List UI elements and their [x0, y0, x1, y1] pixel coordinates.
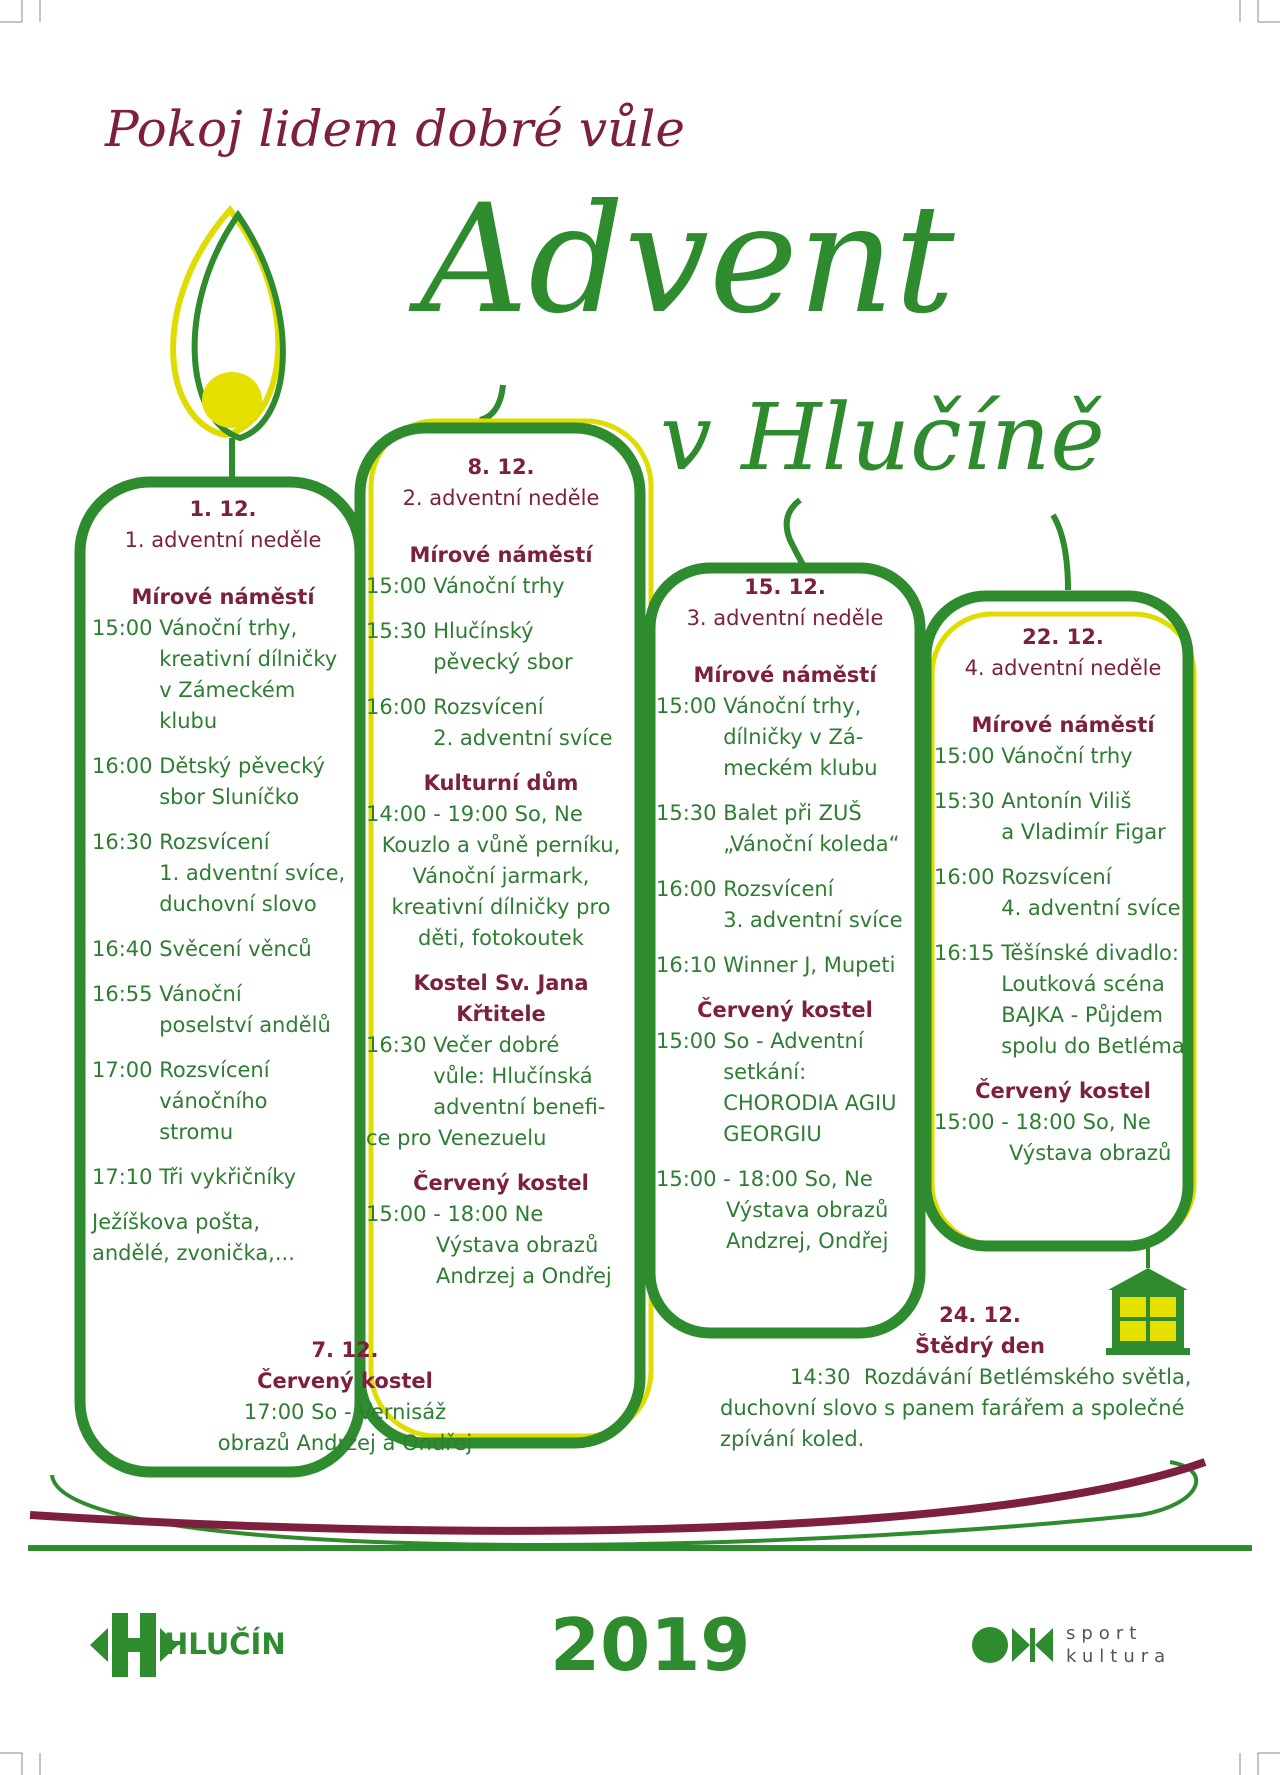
hlucin-logo-text: HLUČÍN [164, 1627, 286, 1661]
date: 7. 12. [311, 1338, 379, 1362]
date: 24. 12. [939, 1303, 1021, 1327]
event: 15:00 Vánoční trhy, dílničky v Zá- meckém klubu [656, 694, 878, 780]
page-subtitle: v Hlučíně [660, 384, 1105, 491]
page-title: Advent [420, 173, 955, 347]
event: 15:00 - 18:00 So, Ne [934, 1110, 1151, 1134]
event: Výstava obrazů [1009, 1141, 1172, 1165]
event: 15:30 Hlučínský pěvecký sbor [366, 619, 573, 674]
event: 15:30 Antonín Viliš a Vladimír Figar [934, 789, 1166, 844]
venue-heading: Červený kostel [697, 998, 873, 1022]
event: 16:40 Svěcení věnců [92, 937, 312, 961]
event: 16:10 Winner J, Mupeti [656, 953, 896, 977]
event-line: duchovní slovo s panem farářem a společné [720, 1396, 1185, 1420]
event: Výstava obrazů Andrzej a Ondřej [436, 1233, 612, 1288]
event: 15:00 - 18:00 Ne [366, 1202, 544, 1226]
venue-heading: Červený kostel [975, 1079, 1151, 1103]
year: 2019 [550, 1603, 751, 1687]
event: 17:10 Tři vykřičníky [92, 1165, 297, 1189]
motto: Pokoj lidem dobré vůle [105, 100, 685, 158]
event: 16:00 Rozsvícení 4. adventní svíce [934, 865, 1181, 920]
note: Ježíškova pošta, andělé, zvonička,... [92, 1210, 295, 1265]
venue-heading: Kostel Sv. Jana Křtitele [413, 971, 589, 1026]
event: 16:00 Dětský pěvecký sbor Sluníčko [92, 754, 325, 809]
date: 15. 12. [744, 575, 826, 599]
org-line-1: sport [1066, 1623, 1143, 1644]
event-line: 14:00 - 19:00 So, Ne [366, 802, 583, 826]
venue-heading: Mírové náměstí [131, 585, 315, 609]
event: 16:00 Rozsvícení 3. adventní svíce [656, 877, 903, 932]
column-2 [366, 452, 636, 1306]
event-line: 14:30 Rozdávání Betlémského světla, [790, 1365, 1192, 1389]
venue-heading: Mírové náměstí [971, 713, 1155, 737]
venue-heading: Kulturní dům [423, 771, 579, 795]
event-line: 17:00 So - Vernisáž [243, 1400, 447, 1424]
column-3 [656, 572, 914, 1271]
sunday-label: 3. adventní neděle [686, 606, 884, 630]
event: 16:00 Rozsvícení 2. adventní svíce [366, 695, 613, 750]
event-line: obrazů Andrzej a Ondřej [217, 1431, 473, 1455]
venue-heading: Mírové náměstí [409, 543, 593, 567]
event: 15:30 Balet při ZUŠ „Vánoční koleda“ [656, 801, 900, 856]
date: 22. 12. [1022, 625, 1104, 649]
event: 15:00 Vánoční trhy [934, 744, 1133, 768]
column-1 [92, 494, 354, 1283]
event-7-12 [200, 1335, 490, 1459]
venue-heading: Mírové náměstí [693, 663, 877, 687]
event: 17:00 Rozsvícení vánočního stromu [92, 1058, 270, 1144]
event: 16:30 Večer dobré vůle: Hlučínská adventní benefi- [366, 1033, 606, 1119]
venue-heading: Červený kostel [413, 1171, 589, 1195]
event: 16:30 Rozsvícení 1. adventní svíce, duchovní slovo [92, 830, 346, 916]
event: 15:00 - 18:00 So, Ne [656, 1167, 873, 1191]
sunday-label: 4. adventní neděle [964, 656, 1162, 680]
event-line: zpívání koled. [720, 1427, 865, 1451]
event: 15:00 Vánoční trhy [366, 574, 565, 598]
date: 8. 12. [467, 455, 535, 479]
event: 15:00 So - Adventní setkání: CHORODIA AGIU GEORGIU [656, 1029, 897, 1146]
venue-heading: Červený kostel [257, 1369, 433, 1393]
event: 16:15 Těšínské divadlo: Loutková scéna BAJKA - Půjdem spolu do Betléma [934, 941, 1185, 1058]
event-line: Kouzlo a vůně perníku, Vánoční jarmark, kreativní dílničky pro děti, fotokoutek [381, 833, 621, 950]
org-line-2: kultura [1066, 1646, 1172, 1667]
event: 16:55 Vánoční poselství andělů [92, 982, 331, 1037]
event-line: ce pro Venezuelu [366, 1126, 547, 1150]
sunday-label: 1. adventní neděle [124, 528, 322, 552]
column-4 [934, 622, 1192, 1183]
event: 15:00 Vánoční trhy, kreativní dílničky v Zámeckém klubu [92, 616, 338, 733]
flame-icon [173, 210, 283, 478]
event: Výstava obrazů Andzrej, Ondřej [726, 1198, 889, 1253]
day-name: Štědrý den [914, 1334, 1046, 1358]
date: 1. 12. [189, 497, 257, 521]
event-24-12 [700, 1300, 1220, 1455]
sport-kultura-logo-icon [972, 1627, 1053, 1663]
sunday-label: 2. adventní neděle [402, 486, 600, 510]
